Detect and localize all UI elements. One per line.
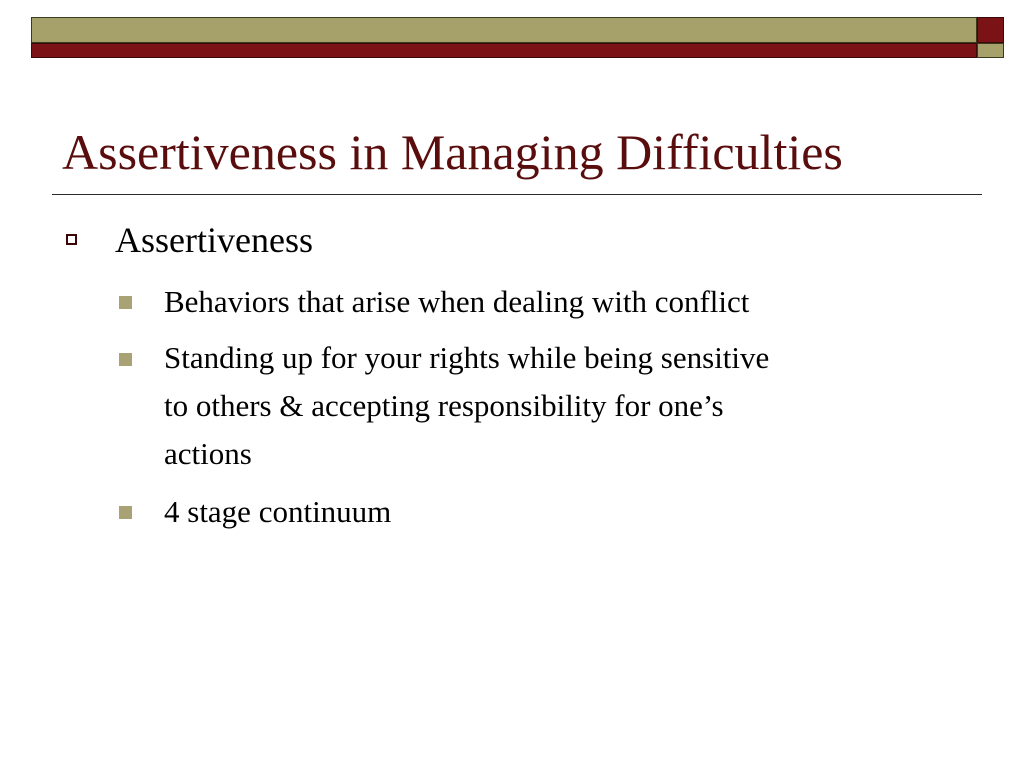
header-square-olive	[977, 43, 1004, 58]
title-divider	[52, 194, 982, 195]
sub-bullet-3-line-1: 4 stage continuum	[164, 494, 392, 529]
sub-bullet-2-line-1: Standing up for your rights while being sensitive	[164, 340, 770, 375]
hollow-square-icon	[66, 234, 77, 245]
filled-square-icon	[119, 353, 132, 366]
bullet-level1-text: Assertiveness	[115, 220, 313, 260]
sub-bullet-2-line-2: to others & accepting responsibility for one’s	[164, 388, 724, 423]
sub-bullet-3	[164, 488, 964, 536]
sub-bullet-2	[164, 334, 964, 478]
filled-square-icon	[119, 296, 132, 309]
sub-bullet-1-line-1: Behaviors that arise when dealing with conflict	[164, 284, 750, 319]
sub-bullet-2-line-3: actions	[164, 436, 252, 471]
sub-bullet-1	[164, 278, 964, 326]
header-square-maroon	[977, 17, 1004, 43]
header-bar-maroon	[31, 43, 977, 58]
filled-square-icon	[119, 506, 132, 519]
header-bar-olive	[31, 17, 977, 43]
slide-title: Assertiveness in Managing Difficulties	[62, 124, 843, 180]
